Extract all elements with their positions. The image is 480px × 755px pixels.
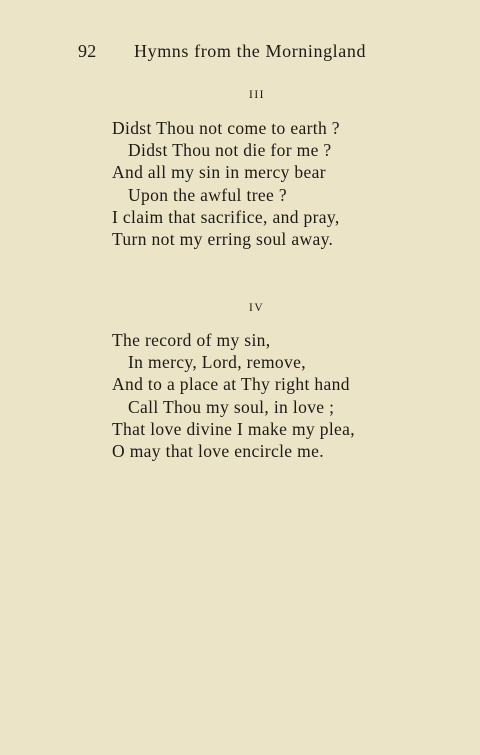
verse-line: Turn not my erring soul away. (112, 229, 334, 250)
page-number: 92 (78, 41, 97, 61)
stanza-iv (112, 329, 355, 462)
verse-line: O may that love encircle me. (112, 441, 324, 462)
verse-line: Upon the awful tree ? (128, 184, 287, 205)
stanza-iii (112, 117, 340, 250)
running-title: Hymns from the Morningland (134, 41, 367, 61)
verse-line: And to a place at Thy right hand (112, 374, 350, 395)
verse-line: Didst Thou not come to earth ? (112, 118, 340, 138)
stanza-numeral-iv: IV (249, 302, 265, 314)
verse-line: In mercy, Lord, remove, (128, 352, 306, 373)
verse-line: I claim that sacrifice, and pray, (112, 206, 340, 227)
stanza-numeral-iii: III (249, 89, 265, 101)
verse-line: That love divine I make my plea, (112, 418, 355, 439)
verse-line: And all my sin in mercy bear (112, 162, 326, 183)
verse-line: Didst Thou not die for me ? (128, 140, 332, 161)
verse-line: The record of my sin, (112, 330, 271, 350)
verse-line: Call Thou my soul, in love ; (128, 396, 335, 417)
